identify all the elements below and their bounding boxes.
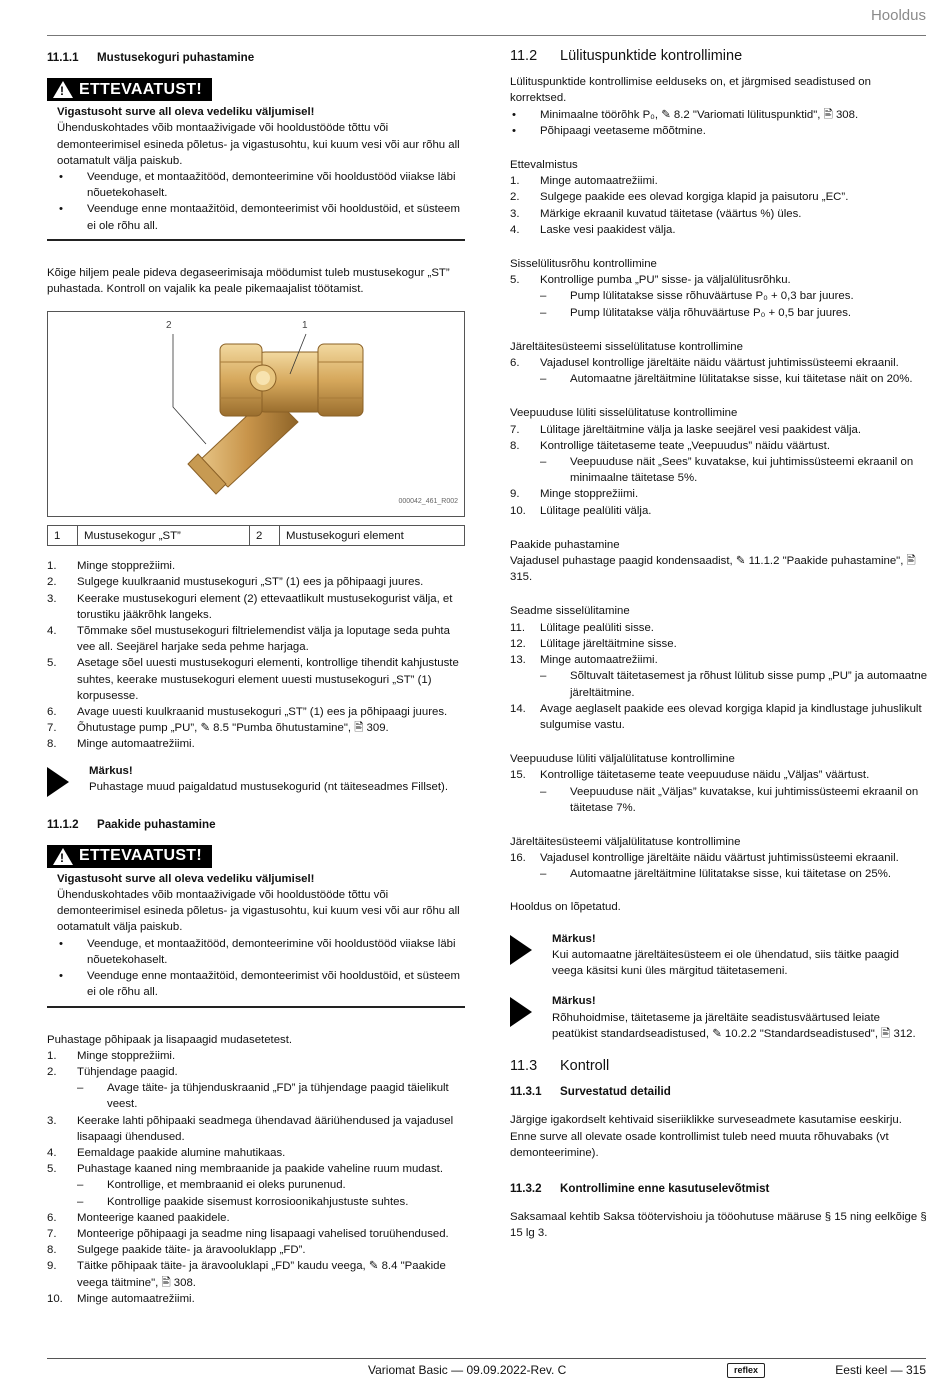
step-item bbox=[510, 272, 928, 321]
group-title: Ettevalmistus bbox=[510, 159, 578, 172]
sub-step: – Pump lülitatakse sisse rõhuväärtuse P₀ + 0,3 bar juures. bbox=[540, 290, 854, 303]
step-text: Kontrollige täitetaseme teate „Veepuudus” näidu väärtust. bbox=[540, 439, 831, 452]
numbered-list bbox=[47, 558, 465, 752]
list-item: • Veenduge enne montaažitöid, demonteerimist või hooldustöid, et süsteem ei ole rõhu all. bbox=[59, 970, 460, 999]
note-title: Märkus! bbox=[89, 764, 133, 777]
section-heading: 11.2 Lülituspunktide kontrollimine bbox=[510, 48, 743, 64]
sub-step: – Sõltuvalt täitetasemest ja rõhust lülitub sisse pump „PU” ja automaatne järeltäitmine. bbox=[540, 670, 928, 699]
step-text: Lülitage pealüliti välja. bbox=[540, 504, 652, 517]
warning-icon: ! bbox=[53, 81, 73, 98]
step-number: 4. bbox=[47, 625, 57, 638]
step-text: Puhastage kaaned ning membraanide ja paakide vaheline ruum mudast. bbox=[77, 1163, 444, 1176]
note-arrow-icon bbox=[510, 931, 552, 980]
list-item: • Minimaalne töörõhk P₀, ✎ 8.2 "Variomati lülituspunktid", 🖹 308. bbox=[512, 108, 859, 121]
numbered-list bbox=[510, 767, 928, 816]
procedure-groups bbox=[510, 157, 928, 883]
step-number: 7. bbox=[510, 423, 520, 436]
warning-box bbox=[47, 845, 465, 1008]
sub-step: – Automaatne järeltäitmine lülitatakse sisse, kui täitetase näit on 20%. bbox=[540, 373, 913, 386]
table-cell: 1 bbox=[48, 526, 78, 546]
step-text: Sulgege paakide ees olevad korgiga klapid ja paisutoru „EC”. bbox=[540, 191, 849, 204]
step-item bbox=[47, 1258, 465, 1290]
list-item: • Põhipaagi veetaseme mõõtmine. bbox=[512, 124, 706, 137]
procedure-group bbox=[510, 751, 928, 816]
numbered-list bbox=[510, 620, 928, 733]
numbered-list bbox=[47, 1048, 465, 1307]
numbered-list bbox=[510, 355, 928, 387]
step-item bbox=[47, 720, 465, 736]
step-text: Kontrollige täitetaseme teate veepuuduse näidu „Väljas” väärtust. bbox=[540, 769, 870, 782]
note-box bbox=[47, 763, 465, 797]
list-item: • Veenduge, et montaažitööd, demonteerimine või hooldustööd viiakse läbi nõuetekohaselt. bbox=[59, 937, 456, 966]
section-heading: 11.1.1 Mustusekoguri puhastamine bbox=[47, 51, 255, 64]
step-number: 2. bbox=[510, 191, 520, 204]
warning-title: Vigastusoht surve all oleva vedeliku väljumisel! bbox=[57, 106, 315, 119]
sub-step: – Pump lülitatakse välja rõhuväärtuse P₀ + 0,5 bar juures. bbox=[540, 306, 852, 319]
step-text: Lülitage järeltäitmine välja ja laske seejärel vesi paakidest välja. bbox=[540, 423, 862, 436]
procedure-group bbox=[510, 603, 928, 733]
header-divider bbox=[47, 35, 926, 36]
step-number: 5. bbox=[510, 274, 520, 287]
procedure-group bbox=[510, 256, 928, 321]
step-text: Lülitage järeltäitmine sisse. bbox=[540, 637, 677, 650]
step-number: 6. bbox=[47, 1211, 57, 1224]
numbered-list bbox=[510, 173, 928, 238]
group-text: Vajadusel puhastage paagid kondensaadist, ✎ 11.1.2 "Paakide puhastamine", 🖹 315. bbox=[510, 555, 916, 584]
warning-icon: ! bbox=[53, 848, 73, 865]
sub-step: – Veepuuduse näit „Väljas” kuvatakse, kui juhtimissüsteemi ekraanil on täitetase 7%. bbox=[540, 785, 919, 814]
group-title: Veepuuduse lüliti sisselülitatuse kontrollimine bbox=[510, 407, 738, 420]
group-title: Seadme sisselülitamine bbox=[510, 605, 630, 618]
note-text: Puhastage muud paigaldatud mustusekogurid (nt täiteseadmes Fillset). bbox=[89, 780, 449, 793]
table-row bbox=[48, 526, 465, 546]
callout-1: 1 bbox=[302, 320, 308, 332]
step-number: 4. bbox=[47, 1146, 57, 1159]
callout-2: 2 bbox=[166, 320, 172, 332]
step-text: Sulgege paakide täite- ja äravooluklapp „FD”. bbox=[77, 1244, 306, 1257]
step-number: 2. bbox=[47, 576, 57, 589]
procedure-group bbox=[510, 339, 928, 388]
step-item bbox=[510, 422, 928, 438]
paragraph: Järgige igakordselt kehtivaid siseriiklikke surveseadmete kasutamise eeskirju. Enne surve all olevate osade kontrollimist tuleb need muuta rõhuvabaks (vt demonteerimine). bbox=[510, 1114, 902, 1159]
procedure-group bbox=[510, 157, 928, 238]
step-item bbox=[510, 173, 928, 189]
step-number: 8. bbox=[47, 1244, 57, 1257]
left-column bbox=[47, 48, 465, 1307]
reflex-logo: reflex bbox=[727, 1363, 765, 1378]
step-number: 1. bbox=[510, 175, 520, 188]
step-text: Avage aeglaselt paakide ees olevad korgiga klapid ja kindlustage juhuslikult sulgumise vastu. bbox=[540, 702, 922, 731]
step-item bbox=[47, 704, 465, 720]
step-item bbox=[47, 1226, 465, 1242]
step-text: Täitke põhipaak täite- ja äravooluklapi „FD” kaudu veega, ✎ 8.4 "Paakide veega täitmine", 🖹 308. bbox=[77, 1260, 446, 1289]
step-item bbox=[47, 623, 465, 655]
step-text: Keerake lahti põhipaaki seadmega ühendavad ääriühendused ja vajadusel lisapaagi ühendused. bbox=[77, 1114, 454, 1143]
warning-box bbox=[47, 78, 465, 241]
numbered-list bbox=[510, 850, 928, 882]
step-number: 7. bbox=[47, 722, 57, 735]
step-text: Minge stopprežiimi. bbox=[77, 1049, 176, 1062]
step-text: Monteerige kaaned paakidele. bbox=[77, 1211, 230, 1224]
procedure-group bbox=[510, 537, 928, 586]
warning-banner: ! ETTEVAATUST! bbox=[47, 845, 212, 868]
step-text: Lülitage pealüliti sisse. bbox=[540, 621, 654, 634]
dirt-trap-illustration bbox=[48, 312, 464, 516]
step-item bbox=[47, 1064, 465, 1113]
note-text: Rõhuhoidmise, täitetaseme ja järeltäite seadistusväärtused leiate peatükist standardseadistused, ✎ 10.2.2 "Standardseadistused", 🖹 312. bbox=[552, 1011, 916, 1040]
note-title: Märkus! bbox=[552, 932, 596, 945]
step-number: 8. bbox=[510, 439, 520, 452]
group-title: Sisselülitusrõhu kontrollimine bbox=[510, 258, 657, 271]
step-item bbox=[47, 1291, 465, 1307]
warning-banner: ! ETTEVAATUST! bbox=[47, 78, 212, 101]
step-text: Laske vesi paakidest välja. bbox=[540, 223, 676, 236]
step-item bbox=[510, 850, 928, 882]
step-number: 10. bbox=[47, 1292, 63, 1305]
step-number: 11. bbox=[510, 621, 525, 634]
step-number: 6. bbox=[510, 357, 520, 370]
step-item bbox=[47, 591, 465, 623]
procedure-group bbox=[510, 405, 928, 518]
done-text: Hooldus on lõpetatud. bbox=[510, 900, 621, 913]
step-item bbox=[47, 1113, 465, 1145]
step-text: Avage uuesti kuulkraanid mustusekoguri „ST” (1) ees ja põhipaagi juures. bbox=[77, 706, 448, 719]
note-text: Kui automaatne järeltäitesüsteem ei ole ühendatud, siis täitke paagid veega käsitsi kuni üles märgitud täitetasemeni. bbox=[552, 948, 900, 978]
note-arrow-icon bbox=[47, 763, 89, 797]
sub-step: – Avage täite- ja tühjenduskraanid „FD” ja tühjendage paagid täielikult veest. bbox=[77, 1082, 449, 1111]
numbered-list bbox=[510, 422, 928, 519]
step-number: 7. bbox=[47, 1227, 57, 1240]
right-column bbox=[510, 48, 928, 1242]
footer-page: Eesti keel — 315 bbox=[835, 1363, 926, 1377]
step-item bbox=[510, 189, 928, 205]
step-text: Õhutustage pump „PU”, ✎ 8.5 "Pumba õhutustamine", 🖹 309. bbox=[77, 722, 389, 735]
step-item bbox=[47, 1242, 465, 1258]
step-text: Märkige ekraanil kuvatud täitetase (väärtus %) üles. bbox=[540, 207, 802, 220]
step-number: 3. bbox=[510, 207, 520, 220]
step-item bbox=[47, 1210, 465, 1226]
step-number: 15. bbox=[510, 769, 526, 782]
step-number: 4. bbox=[510, 223, 520, 236]
step-text: Minge stopprežiimi. bbox=[540, 488, 639, 501]
step-number: 8. bbox=[47, 738, 57, 751]
step-number: 14. bbox=[510, 702, 526, 715]
list-item: • Veenduge enne montaažitöid, demonteerimist või hooldustöid, et süsteem ei ole rõhu all. bbox=[59, 203, 460, 232]
step-item bbox=[510, 620, 928, 636]
step-text: Minge automaatrežiimi. bbox=[77, 738, 195, 751]
step-item bbox=[510, 636, 928, 652]
note-title: Märkus! bbox=[552, 995, 596, 1008]
step-item bbox=[510, 222, 928, 238]
note-arrow-icon bbox=[510, 993, 552, 1042]
step-text: Eemaldage paakide alumine mahutikaas. bbox=[77, 1146, 286, 1159]
footer-divider bbox=[47, 1358, 926, 1359]
step-item bbox=[510, 767, 928, 816]
section-heading: 11.3.1 Survestatud detailid bbox=[510, 1085, 671, 1099]
step-item bbox=[510, 652, 928, 701]
step-number: 12. bbox=[510, 637, 526, 650]
step-text: Minge automaatrežiimi. bbox=[540, 654, 658, 667]
step-text: Kontrollige pumba „PU” sisse- ja väljalülitusrõhku. bbox=[540, 274, 791, 287]
sub-step: – Kontrollige, et membraanid ei oleks purunenud. bbox=[77, 1179, 346, 1192]
step-item bbox=[47, 558, 465, 574]
numbered-list bbox=[510, 272, 928, 321]
warning-text: Ühenduskohtades võib montaaživigade või hooldustööde tõttu või demonteerimisel esineda põletus- ja vigastusohtu, kui kuum vesi või aur rõhu all ootamatult välja paiskub. bbox=[57, 889, 460, 934]
step-item bbox=[510, 438, 928, 487]
step-number: 1. bbox=[47, 560, 57, 573]
list-item: • Veenduge, et montaažitööd, demonteerimine või hooldustööd viiakse läbi nõuetekohaselt. bbox=[59, 171, 456, 200]
step-text: Minge automaatrežiimi. bbox=[540, 175, 658, 188]
warning-text: Ühenduskohtades võib montaaživigade või hooldustööde tõttu või demonteerimisel esineda põletus- ja vigastusohtu, kui kuum vesi või aur rõhu all ootamatult välja paiskub. bbox=[57, 122, 460, 167]
group-title: Järeltäitesüsteemi väljalülitatuse kontrollimine bbox=[510, 835, 741, 848]
table-cell: Mustusekogur „ST” bbox=[78, 526, 250, 546]
step-number: 10. bbox=[510, 504, 526, 517]
step-item bbox=[47, 1161, 465, 1210]
step-item bbox=[510, 701, 928, 733]
step-text: Vajadusel kontrollige järeltäite näidu väärtust juhtimissüsteemi ekraanil. bbox=[540, 357, 899, 370]
step-item bbox=[510, 486, 928, 502]
step-text: Asetage sõel uuesti mustusekoguri elementi, kontrollige tihendit kahjustuste suhtes, keerake mustusekoguri element uuesti mustusekoguri „ST” (1) korpusesse. bbox=[77, 657, 459, 702]
paragraph: Saksamaal kehtib Saksa töötervishoiu ja tööohutuse määruse § 15 ning eelkõige § 15 lg 3. bbox=[510, 1211, 927, 1240]
step-item bbox=[47, 736, 465, 752]
step-number: 3. bbox=[47, 592, 57, 605]
step-number: 9. bbox=[47, 1260, 57, 1273]
table-cell: 2 bbox=[250, 526, 280, 546]
section-heading: 11.3 Kontroll bbox=[510, 1057, 610, 1074]
step-number: 2. bbox=[47, 1065, 57, 1078]
step-number: 9. bbox=[510, 488, 520, 501]
step-number: 1. bbox=[47, 1049, 57, 1062]
sub-step: – Kontrollige paakide sisemust korrosioonikahjustuste suhtes. bbox=[77, 1195, 409, 1208]
legend-table bbox=[47, 525, 465, 546]
step-number: 5. bbox=[47, 657, 57, 670]
step-item bbox=[510, 206, 928, 222]
step-item bbox=[510, 355, 928, 387]
dirt-trap-figure bbox=[47, 311, 465, 517]
section-heading: 11.1.2 Paakide puhastamine bbox=[47, 817, 216, 831]
sub-step: – Veepuuduse näit „Sees” kuvatakse, kui juhtimissüsteemi ekraanil on minimaalne täitetase 5%. bbox=[540, 456, 914, 485]
figure-code: 000042_461_R002 bbox=[398, 498, 458, 506]
step-text: Vajadusel kontrollige järeltäite näidu väärtust juhtimissüsteemi ekraanil. bbox=[540, 852, 899, 865]
intro-paragraph: Kõige hiljem peale pideva degaseerimisaja möödumist tuleb mustusekogur „ST” puhastada. Kontroll on vajalik ka peale pikemaajalist töötamist. bbox=[47, 266, 450, 296]
step-number: 5. bbox=[47, 1163, 57, 1176]
group-title: Paakide puhastamine bbox=[510, 538, 620, 551]
footer-doc: Variomat Basic — 09.09.2022-Rev. C bbox=[368, 1363, 567, 1377]
step-text: Minge automaatrežiimi. bbox=[77, 1292, 195, 1305]
step-text: Monteerige põhipaagi ja seadme ning lisapaagi vahelised toruühendused. bbox=[77, 1227, 449, 1240]
group-title: Järeltäitesüsteemi sisselülitatuse kontrollimine bbox=[510, 340, 743, 353]
step-number: 16. bbox=[510, 852, 526, 865]
intro-paragraph: Lülituspunktide kontrollimise eelduseks on, et järgmised seadistused on korrektsed. bbox=[510, 76, 871, 105]
procedure-group bbox=[510, 834, 928, 883]
note-box bbox=[510, 931, 928, 980]
step-number: 13. bbox=[510, 654, 526, 667]
step-text: Sulgege kuulkraanid mustusekoguri „ST” (1) ees ja põhipaagi juures. bbox=[77, 576, 424, 589]
step-number: 6. bbox=[47, 706, 57, 719]
table-cell: Mustusekoguri element bbox=[280, 526, 465, 546]
step-number: 3. bbox=[47, 1114, 57, 1127]
sub-step: – Automaatne järeltäitmine lülitatakse sisse, kui täitetase on 25%. bbox=[540, 868, 892, 881]
step-text: Tühjendage paagid. bbox=[77, 1065, 178, 1078]
step-text: Tõmmake sõel mustusekoguri filtrielemendist välja ja loputage seda puhta vee all. Seejärel harjake seda pehme harjaga. bbox=[77, 625, 450, 654]
intro-paragraph: Puhastage põhipaak ja lisapaagid mudasetetest. bbox=[47, 1033, 293, 1046]
step-item bbox=[47, 655, 465, 704]
running-header: Hooldus bbox=[870, 7, 926, 24]
step-item bbox=[47, 1145, 465, 1161]
section-heading: 11.3.2 Kontrollimine enne kasutuselevõtmist bbox=[510, 1181, 770, 1195]
step-text: Keerake mustusekoguri element (2) ettevaatlikult mustusekogurist välja, et torustiku jääkrõhk langeks. bbox=[77, 592, 453, 621]
step-item bbox=[510, 503, 928, 519]
step-text: Minge stopprežiimi. bbox=[77, 560, 176, 573]
step-item bbox=[47, 1048, 465, 1064]
warning-title: Vigastusoht surve all oleva vedeliku väljumisel! bbox=[57, 872, 315, 885]
note-box bbox=[510, 993, 928, 1042]
group-title: Veepuuduse lüliti väljalülitatuse kontrollimine bbox=[510, 753, 735, 766]
step-item bbox=[47, 574, 465, 590]
